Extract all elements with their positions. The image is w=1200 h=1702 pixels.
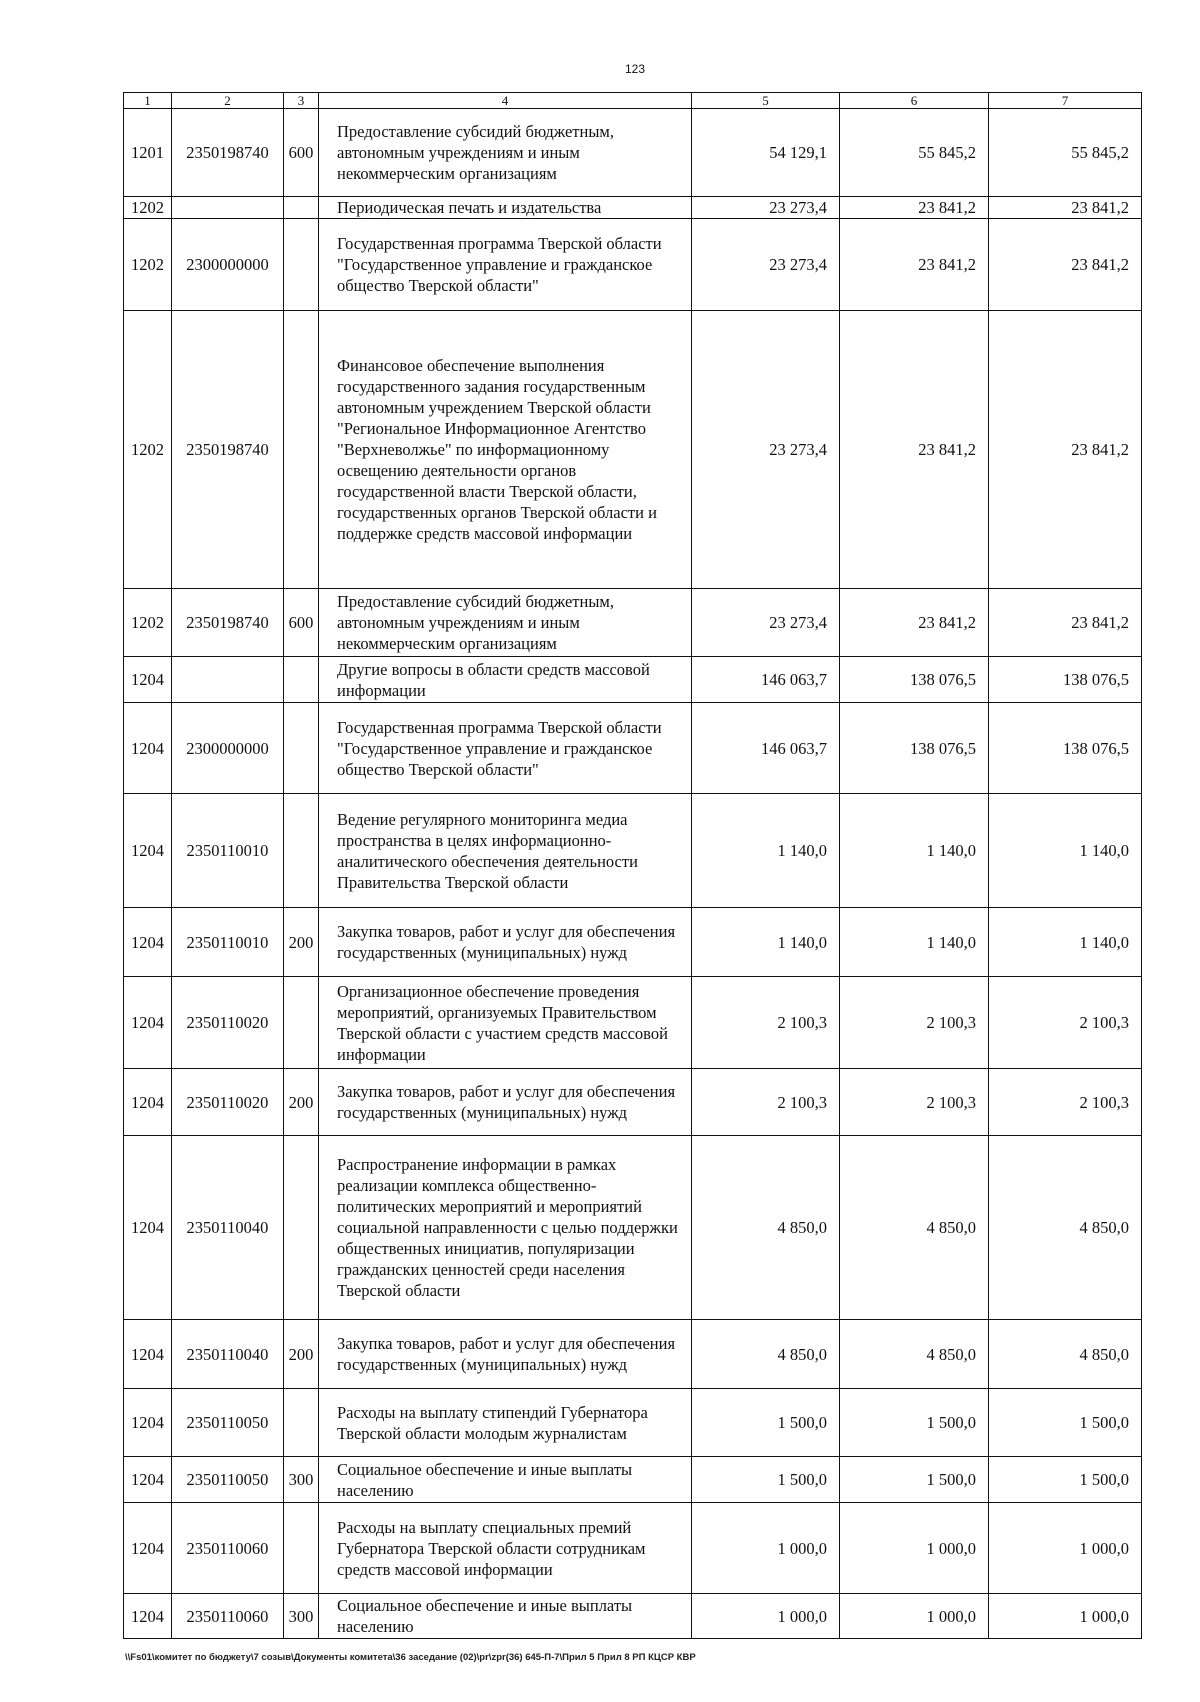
table-row	[124, 1389, 1142, 1457]
description-cell: Другие вопросы в области средств массовой информации	[319, 657, 692, 703]
header-cell: 4	[319, 93, 692, 109]
amount-cell: 1 500,0	[840, 1389, 989, 1457]
amount-cell: 1 500,0	[989, 1389, 1142, 1457]
table-row	[124, 109, 1142, 197]
target-article-cell: 2300000000	[172, 703, 284, 794]
section-code-cell: 1204	[124, 1389, 172, 1457]
target-article-cell: 2300000000	[172, 219, 284, 311]
section-code-cell: 1202	[124, 219, 172, 311]
expense-type-cell: 200	[284, 908, 319, 977]
budget-table	[123, 92, 1142, 1639]
header-cell: 1	[124, 93, 172, 109]
section-code-cell: 1204	[124, 657, 172, 703]
amount-cell: 55 845,2	[989, 109, 1142, 197]
table-row	[124, 657, 1142, 703]
amount-cell: 1 140,0	[692, 908, 840, 977]
target-article-cell: 2350110020	[172, 977, 284, 1069]
expense-type-cell: 200	[284, 1069, 319, 1136]
description-cell: Закупка товаров, работ и услуг для обеспечения государственных (муниципальных) нужд	[319, 1069, 692, 1136]
expense-type-cell: 300	[284, 1457, 319, 1503]
amount-cell: 4 850,0	[840, 1136, 989, 1320]
description-cell: Социальное обеспечение и иные выплаты населению	[319, 1594, 692, 1639]
description-cell: Государственная программа Тверской области "Государственное управление и гражданское общество Тверской области"	[319, 219, 692, 311]
expense-type-cell	[284, 311, 319, 589]
amount-cell: 23 273,4	[692, 197, 840, 219]
expense-type-cell: 600	[284, 589, 319, 657]
target-article-cell: 2350110050	[172, 1457, 284, 1503]
amount-cell: 1 000,0	[989, 1594, 1142, 1639]
amount-cell: 1 500,0	[840, 1457, 989, 1503]
table-row	[124, 311, 1142, 589]
expense-type-cell	[284, 794, 319, 908]
amount-cell: 138 076,5	[989, 657, 1142, 703]
table-row	[124, 589, 1142, 657]
description-cell: Социальное обеспечение и иные выплаты населению	[319, 1457, 692, 1503]
amount-cell: 1 140,0	[989, 908, 1142, 977]
expense-type-cell	[284, 1503, 319, 1594]
target-article-cell: 2350110010	[172, 794, 284, 908]
page-number: 123	[624, 62, 646, 76]
table-row	[124, 703, 1142, 794]
expense-type-cell: 600	[284, 109, 319, 197]
amount-cell: 1 140,0	[840, 794, 989, 908]
amount-cell: 146 063,7	[692, 703, 840, 794]
section-code-cell: 1202	[124, 311, 172, 589]
table-row	[124, 1457, 1142, 1503]
column-number-header-row	[124, 93, 1142, 109]
amount-cell: 1 000,0	[840, 1594, 989, 1639]
amount-cell: 23 841,2	[989, 589, 1142, 657]
table-row	[124, 1069, 1142, 1136]
section-code-cell: 1202	[124, 197, 172, 219]
description-cell: Закупка товаров, работ и услуг для обеспечения государственных (муниципальных) нужд	[319, 1320, 692, 1389]
amount-cell: 2 100,3	[840, 1069, 989, 1136]
description-cell: Расходы на выплату специальных премий Губернатора Тверской области сотрудникам средств массовой информации	[319, 1503, 692, 1594]
target-article-cell	[172, 657, 284, 703]
table-row	[124, 197, 1142, 219]
amount-cell: 1 000,0	[840, 1503, 989, 1594]
expense-type-cell: 300	[284, 1594, 319, 1639]
expense-type-cell	[284, 1136, 319, 1320]
amount-cell: 138 076,5	[840, 657, 989, 703]
amount-cell: 23 273,4	[692, 219, 840, 311]
expense-type-cell	[284, 197, 319, 219]
table-row	[124, 1594, 1142, 1639]
amount-cell: 23 841,2	[840, 197, 989, 219]
table-row	[124, 1503, 1142, 1594]
description-cell: Распространение информации в рамках реализации комплекса общественно-политических мероприятий и мероприятий социальной направленности с целью поддержки общественных инициатив, популяризации гражданских ценностей среди населения Тверской области	[319, 1136, 692, 1320]
amount-cell: 138 076,5	[840, 703, 989, 794]
description-cell: Ведение регулярного мониторинга медиа пространства в целях информационно-аналитического обеспечения деятельности Правительства Тверской области	[319, 794, 692, 908]
amount-cell: 1 140,0	[989, 794, 1142, 908]
header-cell: 6	[840, 93, 989, 109]
amount-cell: 1 140,0	[692, 794, 840, 908]
section-code-cell: 1204	[124, 1069, 172, 1136]
amount-cell: 23 841,2	[840, 219, 989, 311]
amount-cell: 55 845,2	[840, 109, 989, 197]
amount-cell: 4 850,0	[989, 1136, 1142, 1320]
description-cell: Предоставление субсидий бюджетным, автономным учреждениям и иным некоммерческим организациям	[319, 109, 692, 197]
section-code-cell: 1204	[124, 1136, 172, 1320]
target-article-cell: 2350110010	[172, 908, 284, 977]
section-code-cell: 1204	[124, 1594, 172, 1639]
section-code-cell: 1204	[124, 977, 172, 1069]
amount-cell: 1 000,0	[989, 1503, 1142, 1594]
target-article-cell: 2350198740	[172, 311, 284, 589]
amount-cell: 23 273,4	[692, 589, 840, 657]
description-cell: Организационное обеспечение проведения мероприятий, организуемых Правительством Тверской области с участием средств массовой информации	[319, 977, 692, 1069]
amount-cell: 23 841,2	[989, 197, 1142, 219]
amount-cell: 23 273,4	[692, 311, 840, 589]
header-cell: 5	[692, 93, 840, 109]
expense-type-cell	[284, 977, 319, 1069]
expense-type-cell: 200	[284, 1320, 319, 1389]
amount-cell: 1 140,0	[840, 908, 989, 977]
amount-cell: 146 063,7	[692, 657, 840, 703]
table-row	[124, 1320, 1142, 1389]
header-cell: 2	[172, 93, 284, 109]
description-cell: Предоставление субсидий бюджетным, автономным учреждениям и иным некоммерческим организациям	[319, 589, 692, 657]
section-code-cell: 1201	[124, 109, 172, 197]
table-row	[124, 1136, 1142, 1320]
description-cell: Периодическая печать и издательства	[319, 197, 692, 219]
description-cell: Закупка товаров, работ и услуг для обеспечения государственных (муниципальных) нужд	[319, 908, 692, 977]
amount-cell: 1 500,0	[989, 1457, 1142, 1503]
amount-cell: 4 850,0	[989, 1320, 1142, 1389]
section-code-cell: 1202	[124, 589, 172, 657]
target-article-cell	[172, 197, 284, 219]
target-article-cell: 2350110020	[172, 1069, 284, 1136]
amount-cell: 1 000,0	[692, 1594, 840, 1639]
amount-cell: 2 100,3	[840, 977, 989, 1069]
expense-type-cell	[284, 703, 319, 794]
header-cell: 7	[989, 93, 1142, 109]
amount-cell: 2 100,3	[692, 1069, 840, 1136]
amount-cell: 2 100,3	[692, 977, 840, 1069]
description-cell: Финансовое обеспечение выполнения государственного задания государственным автономным учреждением Тверской области "Региональное Информационное Агентство "Верхневолжье" по информационному освещению деятельности органов государственной власти Тверской области, государственных органов Тверской области и поддержке средств массовой информации	[319, 311, 692, 589]
expense-type-cell	[284, 1389, 319, 1457]
amount-cell: 4 850,0	[692, 1136, 840, 1320]
table-row	[124, 908, 1142, 977]
table-body	[124, 93, 1142, 1639]
section-code-cell: 1204	[124, 1320, 172, 1389]
target-article-cell: 2350198740	[172, 109, 284, 197]
target-article-cell: 2350110060	[172, 1503, 284, 1594]
section-code-cell: 1204	[124, 908, 172, 977]
target-article-cell: 2350110060	[172, 1594, 284, 1639]
table-row	[124, 219, 1142, 311]
expense-type-cell	[284, 219, 319, 311]
target-article-cell: 2350110040	[172, 1320, 284, 1389]
amount-cell: 54 129,1	[692, 109, 840, 197]
amount-cell: 1 000,0	[692, 1503, 840, 1594]
amount-cell: 4 850,0	[840, 1320, 989, 1389]
target-article-cell: 2350110040	[172, 1136, 284, 1320]
amount-cell: 2 100,3	[989, 977, 1142, 1069]
expense-type-cell	[284, 657, 319, 703]
amount-cell: 138 076,5	[989, 703, 1142, 794]
amount-cell: 1 500,0	[692, 1389, 840, 1457]
section-code-cell: 1204	[124, 1503, 172, 1594]
header-cell: 3	[284, 93, 319, 109]
description-cell: Расходы на выплату стипендий Губернатора Тверской области молодым журналистам	[319, 1389, 692, 1457]
file-path-footer: \\Fs01\комитет по бюджету\7 созыв\Документы комитета\36 заседание (02)\pr\zpr(36) 645-П-7\Прил 5 Прил 8 РП КЦСР КВР	[125, 1652, 696, 1663]
section-code-cell: 1204	[124, 794, 172, 908]
table-row	[124, 794, 1142, 908]
amount-cell: 23 841,2	[989, 311, 1142, 589]
amount-cell: 2 100,3	[989, 1069, 1142, 1136]
table-row	[124, 977, 1142, 1069]
description-cell: Государственная программа Тверской области "Государственное управление и гражданское общество Тверской области"	[319, 703, 692, 794]
section-code-cell: 1204	[124, 1457, 172, 1503]
target-article-cell: 2350110050	[172, 1389, 284, 1457]
amount-cell: 23 841,2	[840, 589, 989, 657]
amount-cell: 23 841,2	[989, 219, 1142, 311]
amount-cell: 4 850,0	[692, 1320, 840, 1389]
amount-cell: 1 500,0	[692, 1457, 840, 1503]
amount-cell: 23 841,2	[840, 311, 989, 589]
target-article-cell: 2350198740	[172, 589, 284, 657]
section-code-cell: 1204	[124, 703, 172, 794]
